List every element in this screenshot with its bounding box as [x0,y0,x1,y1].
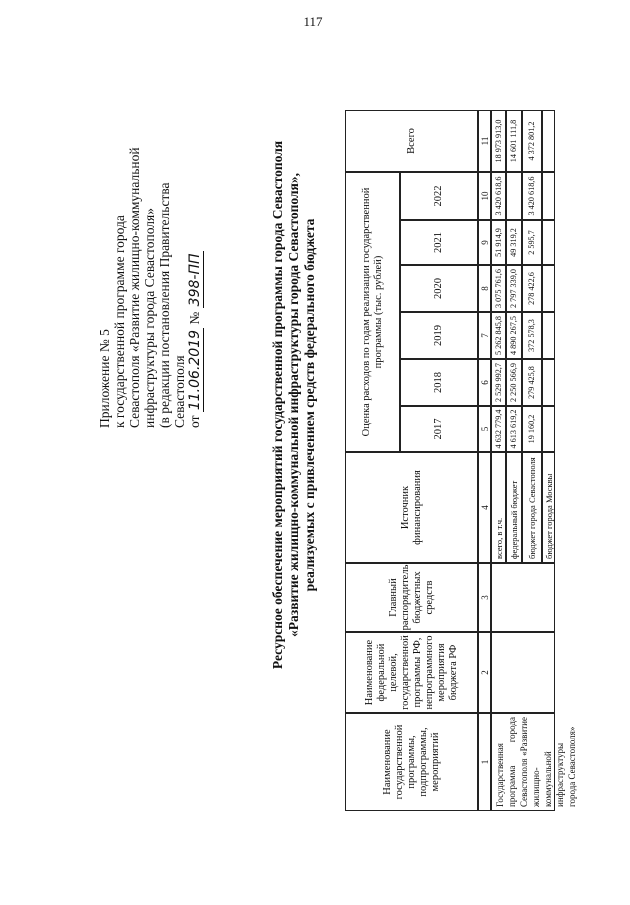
header-year: 2019 [400,312,478,359]
handwritten-date: 11.06.2019 [187,329,203,411]
appendix-line: Приложение № 5 [97,329,112,428]
header-year: 2021 [400,220,478,265]
header-total: Всего [345,110,478,172]
empty-cell [491,632,555,713]
column-number: 2 [478,632,491,713]
appendix-block [97,147,203,428]
header-year: 2017 [400,406,478,452]
total-cell: 4 372 801,2 [522,110,542,172]
appendix-line: инфраструктуры города Севастополя» [142,208,157,428]
column-number: 6 [478,359,491,406]
value-cell [506,172,522,220]
value-cell [542,406,555,452]
value-cell [542,172,555,220]
column-number: 11 [478,110,491,172]
value-cell [542,265,555,312]
header-col2: Наименование федеральной целевой, государственной программы РФ, непрограммного мероприятия бюджета РФ [345,632,478,713]
value-cell: 279 425,8 [522,359,542,406]
column-number: 5 [478,406,491,452]
number-sign: № [187,311,202,325]
value-cell [542,359,555,406]
value-cell: 3 075 761,6 [491,265,506,312]
appendix-line: Севастополя «Развитие жилищно-коммунальной [127,147,142,428]
title-line: реализуемых с привлечением средств федерального бюджета [302,218,317,592]
total-cell: 14 601 111,8 [506,110,522,172]
value-cell: 3 420 618,6 [491,172,506,220]
value-cell: 19 160,2 [522,406,542,452]
title-line: «Развитие жилищно-коммунальной инфраструктуры города Севастополя», [286,173,301,637]
value-cell: 2 595,7 [522,220,542,265]
header-year: 2020 [400,265,478,312]
value-cell: 2 529 992,7 [491,359,506,406]
document-title [270,40,318,770]
value-cell [542,312,555,359]
page-number: 117 [303,14,323,29]
value-cell: 5 262 845,8 [491,312,506,359]
header-col1: Наименование государственной программы, подпрограммы, мероприятий [345,713,478,811]
header-estimate: Оценка расходов по годам реализации государственной программы (тыс. рублей) [345,172,400,452]
value-cell: 2 797 339,0 [506,265,522,312]
appendix-line: Севастополя [172,355,187,428]
value-cell: 4 890 267,5 [506,312,522,359]
header-col3: Главный распорядитель бюджетных средств [345,563,478,632]
header-year: 2018 [400,359,478,406]
value-cell: 372 578,3 [522,312,542,359]
appendix-date-line [187,158,203,428]
source-cell: бюджет города Москвы [542,452,555,563]
value-cell: 4 632 779,4 [491,406,506,452]
value-cell: 278 422,6 [522,265,542,312]
value-cell: 2 250 566,9 [506,359,522,406]
value-cell: 4 613 619,2 [506,406,522,452]
source-cell: бюджет города Севастополя [522,452,542,563]
title-line: Ресурсное обеспечение мероприятий государственной программы города Севастополя [270,140,285,670]
handwritten-number: 398-ПП [187,253,203,307]
column-number: 10 [478,172,491,220]
appendix-line: (в редакции постановления Правительства [157,182,172,428]
column-number: 1 [478,713,491,811]
value-cell: 49 319,2 [506,220,522,265]
value-cell [542,220,555,265]
column-number: 3 [478,563,491,632]
value-cell: 3 420 618,6 [522,172,542,220]
column-number: 8 [478,265,491,312]
date-prefix: от [187,415,202,428]
column-number: 7 [478,312,491,359]
header-col4: Источник финансирования [345,452,478,563]
column-number: 4 [478,452,491,563]
source-cell: всего, в т.ч. [491,452,506,563]
header-year: 2022 [400,172,478,220]
total-cell [542,110,555,172]
column-number: 9 [478,220,491,265]
total-cell: 18 973 913,0 [491,110,506,172]
appendix-line: к государственной программе города [112,215,127,428]
source-cell: федеральный бюджет [506,452,522,563]
program-name-cell: Государственная программа города Севастополя «Развитие жилищно-коммунальной инфраструктуры города Севастополя» [491,713,555,811]
value-cell: 51 914,9 [491,220,506,265]
empty-cell [491,563,555,632]
